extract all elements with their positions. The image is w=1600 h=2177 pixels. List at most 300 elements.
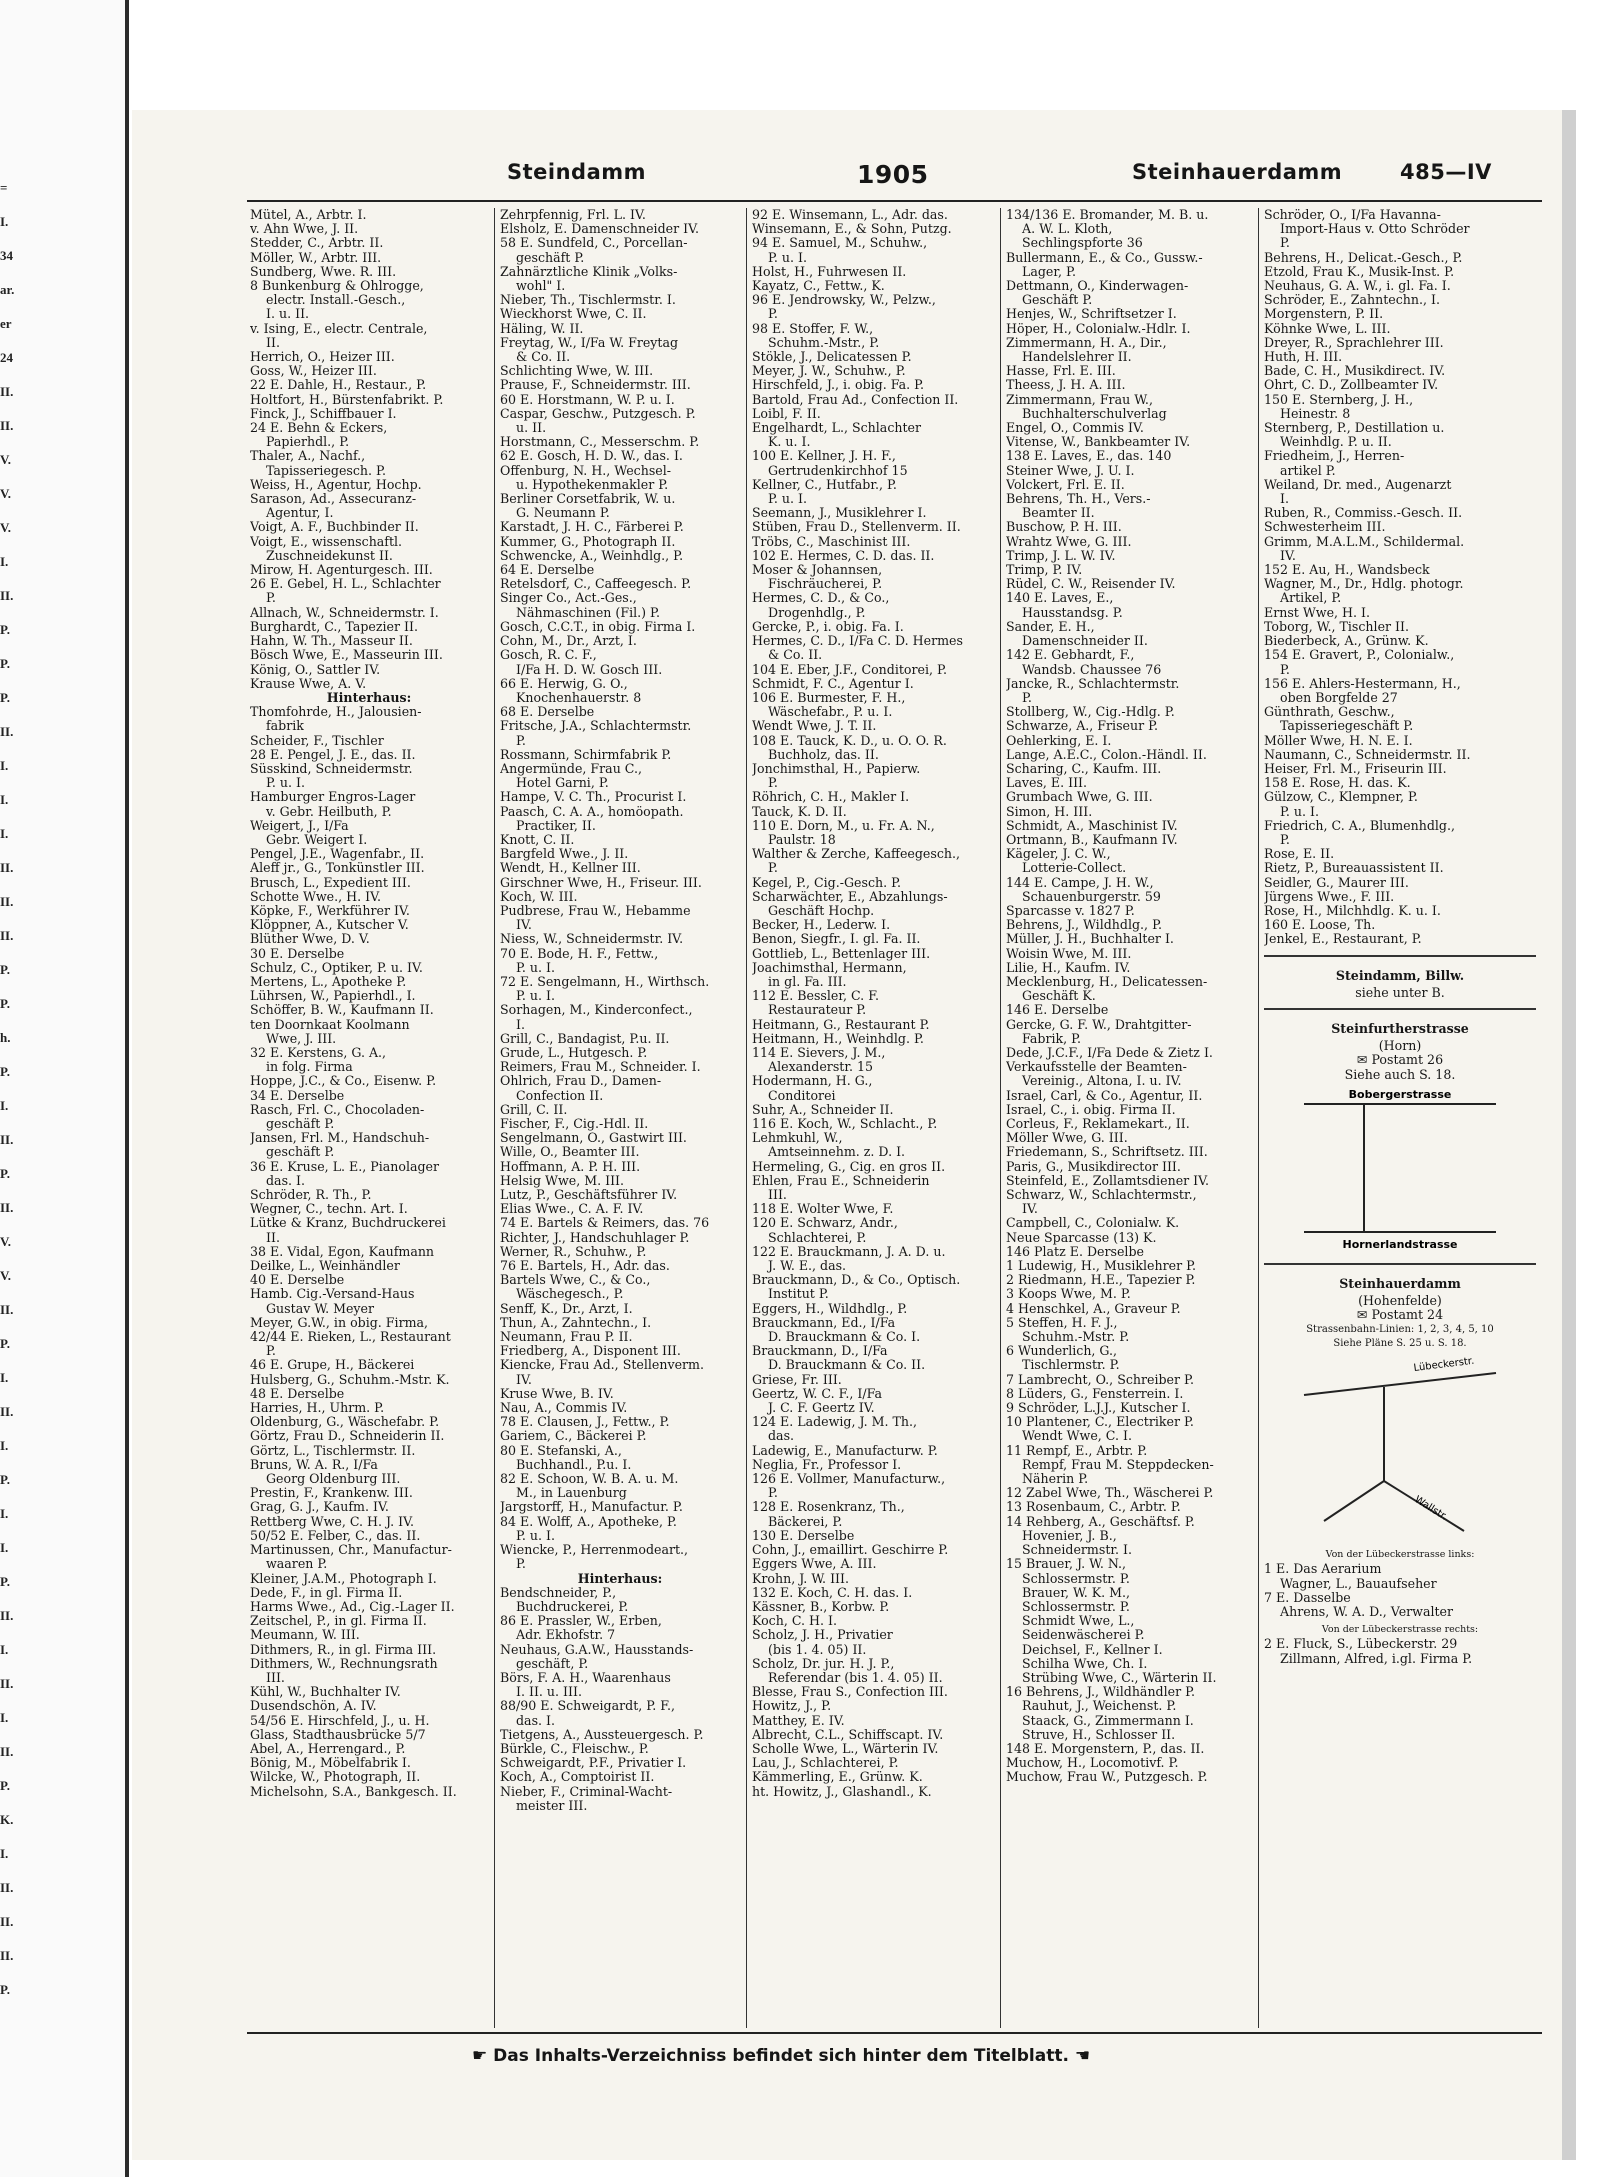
- binding-margin: [0, 0, 129, 2177]
- listing-entry: electr. Install.-Gesch.,: [266, 293, 406, 308]
- column-separator: [1000, 208, 1001, 2028]
- listing-entry: Hinterhaus:: [577, 1571, 663, 1586]
- listing-entry: Trimp, P. IV.: [1006, 563, 1083, 578]
- listing-entry: Lange, A.E.C., Colon.-Händl. II.: [1006, 747, 1207, 762]
- listing-entry: Fabrik, P.: [1022, 1031, 1082, 1046]
- listing-entry: Gosch, R. C. F.,: [500, 648, 597, 663]
- listing-entry: Zehrpfennig, Frl. L. IV.: [500, 208, 646, 222]
- listing-entry: Benon, Siegfr., I. gl. Fa. II.: [752, 932, 921, 947]
- listing-entry: Finck, J., Schiffbauer I.: [250, 406, 397, 421]
- listing-entry: Pengel, J.E., Wagenfabr., II.: [250, 847, 425, 862]
- district: (Hohenfelde): [1358, 1293, 1442, 1309]
- listing-entry: Buchhalterschulverlag: [1022, 406, 1167, 421]
- margin-mark: V.: [0, 520, 11, 535]
- margin-mark: I.: [0, 1540, 9, 1555]
- listing-entry: Zahnärztliche Klinik „Volks-: [500, 264, 678, 279]
- listing-entry: Buchhandl., P.u. I.: [516, 1457, 632, 1472]
- listing-entry: 114 E. Sievers, J. M.,: [752, 1045, 886, 1060]
- margin-mark: II.: [0, 1200, 14, 1215]
- listing-entry: 112 E. Bessler, C. F.: [752, 989, 879, 1004]
- listing-entry: Lütke & Kranz, Buchdruckerei: [250, 1216, 446, 1231]
- listing-entry: Behrens, H., Delicat.-Gesch., P.: [1264, 250, 1463, 265]
- page-number: 485—IV: [1400, 160, 1492, 184]
- listing-entry: Stüben, Frau D., Stellenverm. II.: [752, 520, 961, 535]
- listing-entry: Voigt, A. F., Buchbinder II.: [250, 520, 419, 535]
- listing-entry: Gülzow, C., Klempner, P.: [1264, 790, 1418, 805]
- listing-entry: 2 Riedmann, H.E., Tapezier P.: [1006, 1273, 1196, 1288]
- listing-entry: Bartold, Frau Ad., Confection II.: [752, 392, 959, 407]
- listing-entry: Tischlermstr. P.: [1022, 1358, 1120, 1373]
- listing-entry: Simon, H. III.: [1006, 804, 1093, 819]
- listing-entry: Schulz, C., Optiker, P. u. IV.: [250, 960, 423, 975]
- listing-entry: Prause, F., Schneidermstr. III.: [500, 378, 691, 393]
- listing-entry: artikel P.: [1280, 463, 1336, 478]
- listing-entry: Buschow, P. H. III.: [1006, 520, 1122, 535]
- listing-entry: Geschäft K.: [1022, 989, 1096, 1004]
- listing-entry: P.: [266, 1344, 276, 1359]
- listing-entry: Wäschegesch., P.: [516, 1287, 624, 1302]
- listing-entry: Conditorei: [768, 1088, 836, 1103]
- listing-entry: Wiencke, P., Herrenmodeart.,: [500, 1543, 689, 1558]
- listing-entry: Schmidt, A., Maschinist IV.: [1006, 818, 1178, 833]
- listing-entry: Cohn, M., Dr., Arzt, I.: [500, 634, 637, 649]
- listing-entry: 74 E. Bartels & Reimers, das. 76: [500, 1216, 710, 1231]
- listing-entry: Gertrudenkirchhof 15: [768, 463, 908, 478]
- listing-entry: Friedheim, J., Herren-: [1264, 449, 1405, 464]
- listing-entry: Handelslehrer II.: [1022, 350, 1132, 365]
- street-title: Steindamm, Billw.: [1335, 967, 1465, 983]
- listing-entry: Naumann, C., Schneidermstr. II.: [1264, 747, 1471, 762]
- listing-entry: Rose, E. II.: [1264, 847, 1335, 862]
- listing-entry: Voigt, E., wissenschaftl.: [250, 534, 403, 549]
- listing-entry: Seidler, G., Maurer III.: [1264, 875, 1409, 890]
- listing-entry: Lau, J., Schlachterei, P.: [752, 1756, 899, 1771]
- header-street-left: Steindamm: [507, 160, 647, 184]
- listing-entry: Loibl, F. II.: [752, 406, 821, 421]
- listing-entry: Goss, W., Heizer III.: [250, 364, 377, 379]
- listing-entry: Wilcke, W., Photograph, II.: [250, 1770, 421, 1785]
- listing-entry: Buchdruckerei, P.: [516, 1599, 629, 1614]
- listing-entry: Schuhm.-Mstr. P.: [1022, 1330, 1130, 1345]
- margin-mark: I.: [0, 758, 9, 773]
- listing-entry: 72 E. Sengelmann, H., Wirthsch.: [500, 974, 710, 989]
- listing-entry: 8 Bunkenburg & Ohlrogge,: [250, 279, 424, 294]
- margin-mark: I.: [0, 1438, 9, 1453]
- listing-entry: Struve, H., Schlosser II.: [1022, 1727, 1176, 1742]
- listing-entry: Wrahtz Wwe, G. III.: [1006, 534, 1132, 549]
- listing-entry: 22 E. Dahle, H., Restaur., P.: [250, 378, 427, 393]
- listing-entry: Grude, L., Hutgesch. P.: [500, 1045, 648, 1060]
- listing-entry: Becker, H., Lederw. I.: [752, 918, 891, 933]
- listing-entry: IV.: [1022, 1202, 1038, 1217]
- listing-entry: Behrens, J., Wildhdlg., P.: [1006, 918, 1162, 933]
- listing-entry: 16 Behrens, J., Wildhändler P.: [1006, 1685, 1196, 1700]
- listing-entry: das. I.: [266, 1173, 306, 1188]
- envelope-icon: ✉: [1356, 1052, 1372, 1068]
- listing-entry: Geschäft P.: [1022, 293, 1093, 308]
- listing-entry: Retelsdorf, C., Caffeegesch. P.: [500, 577, 692, 592]
- margin-mark: V.: [0, 486, 11, 501]
- margin-mark: II.: [0, 1132, 14, 1147]
- listing-entry: Kleiner, J.A.M., Photograph I.: [250, 1571, 437, 1586]
- listing-entry: Weiland, Dr. med., Augenarzt: [1264, 477, 1452, 492]
- column-1: [250, 208, 488, 2028]
- listing-entry: II.: [266, 335, 280, 350]
- listing-entry: Hodermann, H. G.,: [752, 1074, 873, 1089]
- plan-ref: Siehe auch S. 18.: [1344, 1066, 1456, 1082]
- listing-entry: Pudbrese, Frau W., Hebamme: [500, 903, 691, 918]
- margin-mark: K.: [0, 1812, 14, 1827]
- listing-entry: P. u. I.: [516, 989, 556, 1004]
- listing-entry: Jancke, R., Schlachtermstr.: [1006, 676, 1180, 691]
- listing-entry: 36 E. Kruse, L. E., Pianolager: [250, 1159, 440, 1174]
- listing-entry: P.: [768, 861, 778, 876]
- listing-entry: Müller, J. H., Buchhalter I.: [1006, 932, 1174, 947]
- margin-mark: I.: [0, 1098, 9, 1113]
- listing-entry: Koch, W. III.: [500, 889, 578, 904]
- listing-entry: Knott, C. II.: [500, 832, 575, 847]
- listing-entry: 7 Lambrecht, O., Schreiber P.: [1006, 1372, 1194, 1387]
- margin-mark: II.: [0, 860, 14, 875]
- street-map-steinhauerdamm: [1264, 1351, 1536, 1541]
- listing-entry: Kayatz, C., Fettw., K.: [752, 279, 885, 294]
- listing-entry: 48 E. Derselbe: [250, 1386, 345, 1401]
- listing-entry: Lehmkuhl, W.,: [752, 1131, 843, 1146]
- listing-entry: Hahn, W. Th., Masseur II.: [250, 634, 413, 649]
- listing-entry: 122 E. Brauckmann, J. A. D. u.: [752, 1244, 946, 1259]
- listing-entry: 158 E. Rose, H. das. K.: [1264, 776, 1411, 791]
- listing-entry: Wäschefabr., P. u. I.: [768, 705, 893, 720]
- listing-entry: Dede, F., in gl. Firma II.: [250, 1585, 403, 1600]
- listing-entry: Restaurateur P.: [768, 1003, 867, 1018]
- listing-entry: Rossmann, Schirmfabrik P.: [500, 747, 672, 762]
- listing-entry: Steinfeld, E., Zollamtsdiener IV.: [1006, 1173, 1210, 1188]
- listing-entry: Tauck, K. D. II.: [752, 804, 847, 819]
- listing-entry: Brauckmann, D., & Co., Optisch.: [752, 1273, 961, 1288]
- listing-entry: 138 E. Laves, E., das. 140: [1006, 449, 1172, 464]
- listing-entry: Toborg, W., Tischler II.: [1264, 619, 1409, 634]
- listing-entry: 126 E. Vollmer, Manufacturw.,: [752, 1472, 946, 1487]
- listing-entry: Ehlen, Frau E., Schneiderin: [752, 1173, 930, 1188]
- listing-entry: Ernst Wwe, H. I.: [1264, 605, 1371, 620]
- listing-entry: Ortmann, B., Kaufmann IV.: [1006, 832, 1178, 847]
- listing-entry: Geschäft Hochp.: [768, 903, 875, 918]
- listing-entry: Klöppner, A., Kutscher V.: [250, 918, 409, 933]
- listing-entry: Dusendschön, A. IV.: [250, 1699, 377, 1714]
- listing-entry: Bruns, W. A. R., I/Fa: [250, 1457, 378, 1472]
- listing-entry: Huth, H. III.: [1264, 350, 1343, 365]
- listing-entry: Scharwächter, E., Abzahlungs-: [752, 889, 948, 904]
- listing-entry: Beamter II.: [1022, 506, 1095, 521]
- listing-entry: Günthrath, Geschw.,: [1264, 705, 1395, 720]
- listing-entry: 104 E. Eber, J.F., Conditorei, P.: [752, 662, 947, 677]
- margin-mark: er: [0, 316, 12, 331]
- listing-entry: Morgenstern, P. II.: [1264, 307, 1384, 322]
- column-4: [1006, 208, 1252, 2028]
- street-box-steinfurther: [1264, 1008, 1536, 1255]
- postamt: ✉ Postamt 26: [1356, 1052, 1444, 1068]
- margin-mark: I.: [0, 1370, 9, 1385]
- listing-entry: 24 E. Behn & Eckers,: [250, 421, 388, 436]
- listing-entry: Niess, W., Schneidermstr. IV.: [500, 932, 684, 947]
- listing-entry: ht. Howitz, J., Glashandl., K.: [752, 1784, 932, 1799]
- listing-entry: Griese, Fr. III.: [752, 1372, 842, 1387]
- column-separator: [1258, 208, 1259, 2028]
- listing-entry: Alexanderstr. 15: [768, 1060, 874, 1075]
- listing-entry: P.: [768, 776, 778, 791]
- listing-entry: 82 E. Schoon, W. B. A. u. M.: [500, 1472, 679, 1487]
- listing-entry: Dede, J.C.F., I/Fa Dede & Zietz I.: [1006, 1045, 1213, 1060]
- listing-entry: Brauckmann, D., I/Fa: [752, 1344, 888, 1359]
- margin-mark: h.: [0, 1030, 11, 1045]
- margin-mark: II.: [0, 1914, 14, 1929]
- listing-entry: 118 E. Wolter Wwe, F.: [752, 1202, 894, 1217]
- listing-entry: Laves, E. III.: [1006, 776, 1088, 791]
- listing-entry: Tietgens, A., Aussteuergesch. P.: [500, 1727, 704, 1742]
- listing-entry: Verkaufsstelle der Beamten-: [1006, 1060, 1187, 1075]
- listing-entry: Practiker, II.: [516, 818, 596, 833]
- listing-entry: Lilie, H., Kaufm. IV.: [1006, 960, 1131, 975]
- listing-entry: K. u. I.: [768, 435, 811, 450]
- listing-entry: Mütel, A., Arbtr. I.: [250, 208, 367, 222]
- listing-entry: Schotte Wwe., H. IV.: [250, 889, 381, 904]
- listing-entry: geschäft P.: [516, 250, 585, 265]
- listing-entry: Import-Haus v. Otto Schröder: [1280, 222, 1470, 237]
- listing-entry: 70 E. Bode, H. F., Fettw.,: [500, 946, 659, 961]
- listing-entry: Blesse, Frau S., Confection III.: [752, 1685, 948, 1700]
- margin-mark: II.: [0, 928, 14, 943]
- listing-entry: Hoppe, J.C., & Co., Eisenw. P.: [250, 1074, 437, 1089]
- listing-entry: Campbell, C., Colonialw. K.: [1006, 1216, 1180, 1231]
- margin-mark: I.: [0, 554, 9, 569]
- listing-entry: Jansen, Frl. M., Handschuh-: [250, 1131, 430, 1146]
- margin-mark: P.: [0, 1574, 10, 1589]
- listing-entry: 40 E. Derselbe: [250, 1273, 345, 1288]
- listing-entry: Oldenburg, G., Wäschefabr. P.: [250, 1415, 440, 1430]
- listing-entry: Zillmann, Alfred, i.gl. Firma P.: [1280, 1651, 1473, 1666]
- listing-entry: Eggers Wwe, A. III.: [752, 1557, 877, 1572]
- listing-entry: Wille, O., Beamter III.: [500, 1145, 640, 1160]
- listing-entry: Stedder, C., Arbtr. II.: [250, 236, 384, 251]
- listing-entry: Wagner, L., Bauaufseher: [1280, 1576, 1437, 1591]
- listing-entry: A. W. L. Kloth,: [1022, 222, 1113, 237]
- listing-entry: Amtseinnehm. z. D. I.: [768, 1145, 906, 1160]
- listing-entry: Trimp, J. L. W. IV.: [1006, 548, 1116, 563]
- margin-mark: P.: [0, 1166, 10, 1181]
- listing-entry: 94 E. Samuel, M., Schuhw.,: [752, 236, 928, 251]
- listing-entry: Grumbach Wwe, G. III.: [1006, 790, 1153, 805]
- plan-ref: Siehe Pläne S. 25 u. S. 18.: [1333, 1337, 1467, 1349]
- listing-entry: wohl" I.: [516, 279, 566, 294]
- listing-entry: P.: [768, 307, 778, 322]
- listing-entry: P. u. I.: [768, 250, 808, 265]
- listing-entry: Girschner Wwe, H., Friseur. III.: [500, 875, 702, 890]
- directory-page: [132, 110, 1576, 2160]
- column-separator: [746, 208, 747, 2028]
- listing-entry: Ruben, R., Commiss.-Gesch. II.: [1264, 506, 1463, 521]
- listing-entry: Hoffmann, A. P. H. III.: [500, 1159, 641, 1174]
- listing-entry: Berliner Corsetfabrik, W. u.: [500, 492, 676, 507]
- listing-entry: Staack, G., Zimmermann I.: [1022, 1713, 1194, 1728]
- listing-entry: Biederbeck, A., Grünw. K.: [1264, 634, 1429, 649]
- listing-entry: Georg Oldenburg III.: [266, 1472, 401, 1487]
- listing-entry: 146 E. Derselbe: [1006, 1003, 1109, 1018]
- listing-entry: König, O., Sattler IV.: [250, 662, 381, 677]
- listing-entry: Stollberg, W., Cig.-Hdlg. P.: [1006, 705, 1175, 720]
- listing-entry: P. u. I.: [768, 492, 808, 507]
- listing-entry: Bürkle, C., Fleischw., P.: [500, 1741, 649, 1756]
- listing-entry: Hausstandsg. P.: [1022, 605, 1123, 620]
- listing-entry: 68 E. Derselbe: [500, 705, 595, 720]
- listing-entry: Köhnke Wwe, L. III.: [1264, 321, 1391, 336]
- listing-entry: Friedberg, A., Disponent III.: [500, 1344, 681, 1359]
- listing-entry: Wendt, H., Kellner III.: [500, 861, 641, 876]
- listing-entry: Friedemann, S., Schriftsetz. III.: [1006, 1145, 1208, 1160]
- page-header: [132, 160, 1562, 194]
- listing-entry: Hamburger Engros-Lager: [250, 790, 416, 805]
- listing-entry: Joachimsthal, Hermann,: [752, 960, 907, 975]
- listing-entry: Muchow, H., Locomotivf. P.: [1006, 1756, 1179, 1771]
- listing-entry: Sarason, Ad., Assecuranz-: [250, 492, 417, 507]
- listing-entry: Hermes, C. D., & Co.,: [752, 591, 890, 606]
- listing-entry: 64 E. Derselbe: [500, 563, 595, 578]
- listing-entry: Schwesterheim III.: [1264, 520, 1386, 535]
- listing-entry: Jenkel, E., Restaurant, P.: [1264, 932, 1422, 947]
- margin-mark: P.: [0, 962, 10, 977]
- listing-entry: 100 E. Kellner, J. H. F.,: [752, 449, 896, 464]
- listing-entry: Caspar, Geschw., Putzgesch. P.: [500, 406, 696, 421]
- listing-entry: Fischer, F., Cig.-Hdl. II.: [500, 1117, 649, 1131]
- listing-entry: 88/90 E. Schweigardt, P. F.,: [500, 1699, 675, 1714]
- listing-entry: Höper, H., Colonialw.-Hdlr. I.: [1006, 321, 1191, 336]
- listing-entry: Schuhm.-Mstr., P.: [768, 335, 880, 350]
- listing-entry: meister III.: [516, 1798, 588, 1813]
- listing-entry: Kägeler, J. C. W.,: [1006, 847, 1111, 862]
- listing-entry: oben Borgfelde 27: [1280, 690, 1398, 705]
- listing-entry: in gl. Fa. III.: [768, 974, 847, 989]
- listing-entry: 80 E. Stefanski, A.,: [500, 1443, 622, 1458]
- margin-mark: I.: [0, 1710, 9, 1725]
- street-box-billw: [1264, 955, 1536, 1000]
- listing-entry: Scholz, J. H., Privatier: [752, 1628, 893, 1643]
- listing-entry: Koch, A., Comptoirist II.: [500, 1770, 655, 1785]
- listing-entry: 124 E. Ladewig, J. M. Th.,: [752, 1415, 917, 1430]
- listing-entry: Grimm, M.A.L.M., Schildermal.: [1264, 534, 1465, 549]
- listing-entry: Sengelmann, O., Gastwirt III.: [500, 1131, 687, 1146]
- listing-entry: 1 Ludewig, H., Musiklehrer P.: [1006, 1259, 1197, 1274]
- listing-entry: P. u. I.: [516, 1528, 556, 1543]
- listing-entry: Israel, Carl, & Co., Agentur, II.: [1006, 1088, 1203, 1103]
- listing-entry: Dettmann, O., Kinderwagen-: [1006, 279, 1189, 294]
- margin-mark: I.: [0, 826, 9, 841]
- listing-entry: Hinterhaus:: [326, 690, 412, 705]
- from-label-2: Von der Lübeckerstrasse rechts:: [1321, 1624, 1479, 1636]
- listing-entry: Vitense, W., Bankbeamter IV.: [1006, 435, 1191, 450]
- listing-entry: Prestin, F., Krankenw. III.: [250, 1486, 413, 1501]
- listing-entry: Buchholz, das. II.: [768, 747, 879, 762]
- listing-entry: Köpke, F., Werkführer IV.: [250, 903, 410, 918]
- box3-entries-2: [1264, 1637, 1536, 1665]
- listing-entry: Wendt Wwe, C. I.: [1022, 1429, 1132, 1444]
- margin-mark: V.: [0, 1234, 11, 1249]
- listing-entry: Wandsb. Chaussee 76: [1022, 662, 1162, 677]
- listing-entry: Neumann, Frau P. II.: [500, 1330, 633, 1345]
- listing-entry: Schlossermstr. P.: [1022, 1599, 1130, 1614]
- listing-entry: fabrik: [266, 719, 304, 734]
- listing-entry: Brusch, L., Expedient III.: [250, 875, 411, 890]
- header-rule: [247, 200, 1542, 202]
- margin-mark: II.: [0, 1880, 14, 1895]
- listing-entry: 10 Plantener, C., Electriker P.: [1006, 1415, 1194, 1430]
- listing-entry: 13 Rosenbaum, C., Arbtr. P.: [1006, 1500, 1181, 1515]
- listing-entry: v. Gebr. Heilbuth, P.: [266, 804, 392, 819]
- column-2: [500, 208, 740, 2028]
- listing-entry: Weinhdlg. P. u. II.: [1280, 435, 1392, 450]
- listing-entry: 42/44 E. Rieken, L., Restaurant: [250, 1330, 451, 1345]
- listing-entry: 58 E. Sundfeld, C., Porcellan-: [500, 236, 688, 251]
- listing-entry: Etzold, Frau K., Musik-Inst. P.: [1264, 264, 1455, 279]
- listing-entry: 130 E. Derselbe: [752, 1528, 855, 1543]
- listing-entry: Grag, G. J., Kaufm. IV.: [250, 1500, 389, 1515]
- listing-entry: Israel, C., i. obig. Firma II.: [1006, 1102, 1176, 1117]
- listing-entry: Röhrich, C. H., Makler I.: [752, 790, 910, 805]
- listing-entry: Tapisseriegesch. P.: [266, 463, 386, 478]
- listing-entry: Howitz, J., P.: [752, 1699, 832, 1714]
- listing-entry: Zeitschel, P., in gl. Firma II.: [250, 1614, 427, 1629]
- street-note: siehe unter B.: [1355, 984, 1445, 1000]
- listing-entry: Gebr. Weigert I.: [266, 832, 368, 847]
- district: (Horn): [1378, 1038, 1422, 1054]
- listing-entry: Kegel, P., Cig.-Gesch. P.: [752, 875, 902, 890]
- box3-entries: [1264, 1562, 1536, 1619]
- listing-entry: u. II.: [516, 421, 547, 436]
- listing-entry: Börs, F. A. H., Waarenhaus: [500, 1670, 671, 1685]
- listing-entry: 154 E. Gravert, P., Colonialw.,: [1264, 648, 1455, 663]
- listing-entry: P. u. I.: [266, 776, 306, 791]
- listing-entry: Holtfort, H., Bürstenfabrikt. P.: [250, 392, 444, 407]
- listing-entry: Lager, P.: [1022, 264, 1076, 279]
- listing-entry: Referendar (bis 1. 4. 05) II.: [768, 1670, 943, 1685]
- listing-entry: Heitmann, H., Weinhdlg. P.: [752, 1031, 924, 1046]
- listing-entry: Neue Sparcasse (13) K.: [1006, 1230, 1157, 1245]
- listing-entry: 96 E. Jendrowsky, W., Pelzw.,: [752, 293, 936, 308]
- listing-entry: Glass, Stadthausbrücke 5/7: [250, 1727, 426, 1742]
- listing-entry: Confection II.: [516, 1088, 604, 1103]
- listing-entry: geschäft P.: [266, 1145, 335, 1160]
- listing-entry: Schröder, E., Zahntechn., I.: [1264, 293, 1441, 308]
- listing-entry: Kiencke, Frau Ad., Stellenverm.: [500, 1358, 704, 1373]
- listing-entry: Freytag, W., I/Fa W. Freytag: [500, 335, 679, 350]
- margin-mark: V.: [0, 1268, 11, 1283]
- listing-entry: Knochenhauerstr. 8: [516, 690, 642, 705]
- listing-entry: Thun, A., Zahntechn., I.: [500, 1315, 652, 1330]
- listing-entry: Schmidt, F. C., Agentur I.: [752, 676, 914, 691]
- listing-entry: 7 E. Dasselbe: [1264, 1590, 1351, 1605]
- listing-entry: Hamb. Cig.-Versand-Haus: [250, 1287, 415, 1302]
- listing-entry: Kummer, G., Photograph II.: [500, 534, 676, 549]
- margin-mark: ar.: [0, 282, 15, 297]
- listing-entry: Albrecht, C.L., Schiffscapt. IV.: [752, 1727, 944, 1742]
- listing-entry: Michelsohn, S.A., Bankgesch. II.: [250, 1784, 457, 1799]
- listing-entry: Geertz, W. C. F., I/Fa: [752, 1386, 883, 1401]
- margin-mark: II.: [0, 724, 14, 739]
- listing-entry: IV.: [1280, 548, 1296, 563]
- listing-entry: Ahrens, W. A. D., Verwalter: [1280, 1605, 1454, 1620]
- listing-entry: 78 E. Clausen, J., Fettw., P.: [500, 1415, 670, 1430]
- listing-entry: Karstadt, J. H. C., Färberei P.: [500, 520, 684, 535]
- listing-entry: Zuschneidekunst II.: [266, 548, 393, 563]
- listing-entry: Wendt Wwe, J. T. II.: [752, 719, 877, 734]
